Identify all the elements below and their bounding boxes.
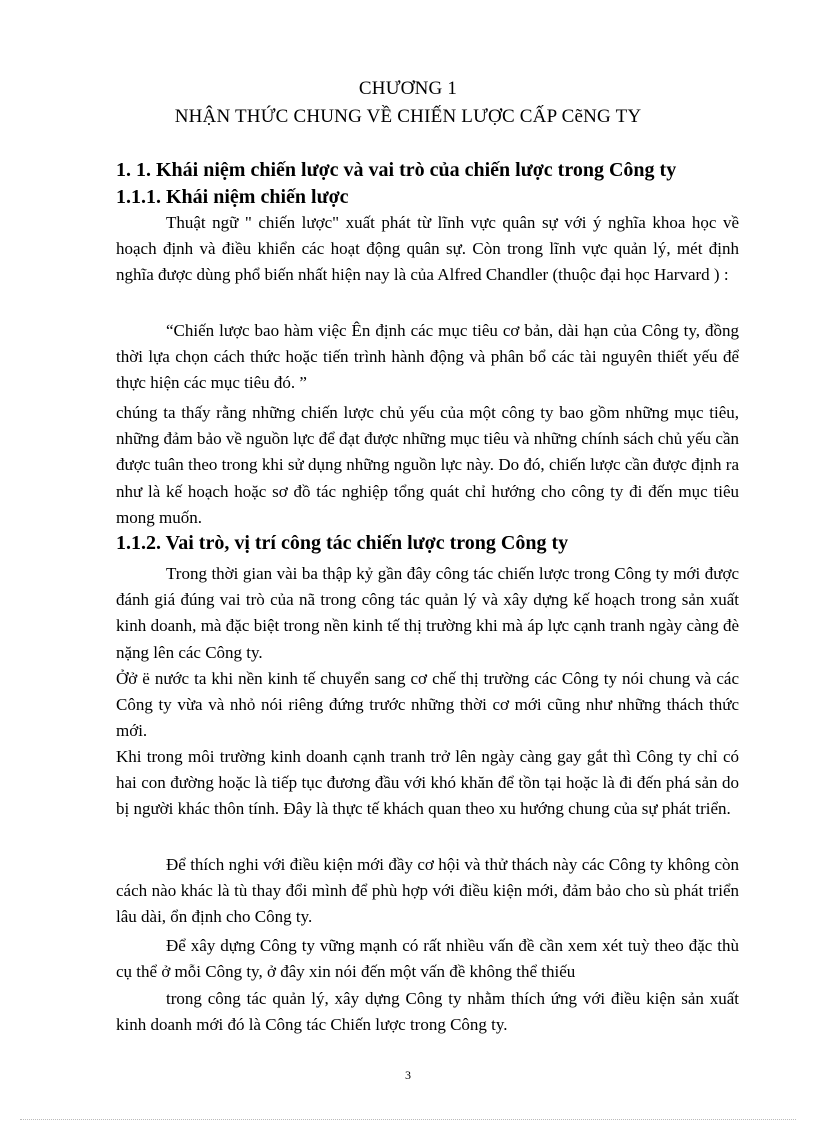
paragraph-role-intro: Trong thời gian vài ba thập kỷ gần đây công tác chiến lược trong Công ty mới được đánh giá đúng vai trò của nã trong công tác quản lý và xây dựng kế hoạch trong sản xuất kinh doanh, mà đặc biệt trong nền kinh tế thị trường khi mà áp lực cạnh tranh ngày càng đè nặng lên các Công ty. — [116, 564, 739, 662]
chapter-title: NHẬN THỨC CHUNG VỀ CHIẾN LƯỢC CẤP CẽNG TY — [174, 106, 642, 127]
paragraph-building-company: Để xây dựng Công ty vững mạnh có rất nhiều vấn đề cần xem xét tuỳ theo đặc thù cụ thể ở mỗi Công ty, ở đây xin nói đến một vấn đề không thể thiếu — [116, 936, 739, 982]
section-1-1-heading: 1. 1. Khái niệm chiến lược và vai trò của chiến lược trong Công ty — [116, 159, 677, 181]
paragraph-competition: Khi trong môi trường kinh doanh cạnh tranh trở lên ngày càng gay gắt thì Công ty chỉ có hai con đường hoặc là tiếp tục đương đầu với khó khăn để tồn tại hoặc là đi đến phá sản do bị người khác thôn tính. Đây là thực tế khách quan theo xu hướng chung của sự phát triển. — [116, 747, 739, 819]
paragraph-adaptation: Để thích nghi với điều kiện mới đầy cơ hội và thử thách này các Công ty không còn cách nào khác là tù thay đổi mình để phù hợp với điều kiện mới, đảm bảo cho sù phát triển lâu dài, ổn định cho Công ty. — [116, 855, 739, 927]
paragraph-strategy-work: trong công tác quản lý, xây dựng Công ty nhằm thích ứng với điều kiện sản xuất kinh doanh mới đó là Công tác Chiến lược trong Công ty. — [116, 989, 739, 1035]
paragraph-strategy-summary: chúng ta thấy rằng những chiến lược chủ yếu của một công ty bao gồm những mục tiêu, những đảm bảo về nguồn lực để đạt được những mục tiêu và những chính sách chủ yếu cần được tuân theo trong khi sử dụng những nguồn lực này. Do đó, chiến lược cần được định ra như là kế hoạch hoặc sơ đồ tác nghiệp tổng quát chỉ hướng cho công ty đi đến mục tiêu mong muốn. — [116, 403, 739, 527]
paragraph-chandler-quote: “Chiến lược bao hàm việc Ên định các mục tiêu cơ bản, dài hạn của Công ty, đồng thời lựa chọn cách thức hoặc tiến trình hành động và phân bổ các tài nguyên thiết yếu để thực hiện các mục tiêu đó. ” — [116, 321, 739, 393]
section-1-1-1-heading: 1.1.1. Khái niệm chiến lược — [116, 186, 349, 208]
page-bottom-border — [20, 1119, 796, 1120]
section-1-1-2-heading: 1.1.2. Vai trò, vị trí công tác chiến lược trong Công ty — [116, 532, 569, 554]
chapter-number: CHƯƠNG 1 — [358, 78, 458, 99]
paragraph-vietnam-context: Ởở ë nước ta khi nền kinh tế chuyển sang cơ chế thị trường các Công ty nói chung và các Công ty vừa và nhỏ nói riêng đứng trước những thời cơ mới cũng như những thách thức mới. — [116, 669, 739, 741]
page-number: 3 — [405, 1068, 411, 1082]
paragraph-strategy-definition: Thuật ngữ " chiến lược" xuất phát từ lĩnh vực quân sự với ý nghĩa khoa học về hoạch định và điều khiển các hoạt động quân sự. Còn trong lĩnh vực quản lý, mét định nghĩa được dùng phổ biến nhất hiện nay là của Alfred Chandler (thuộc đại học Harvard ) : — [116, 213, 739, 285]
